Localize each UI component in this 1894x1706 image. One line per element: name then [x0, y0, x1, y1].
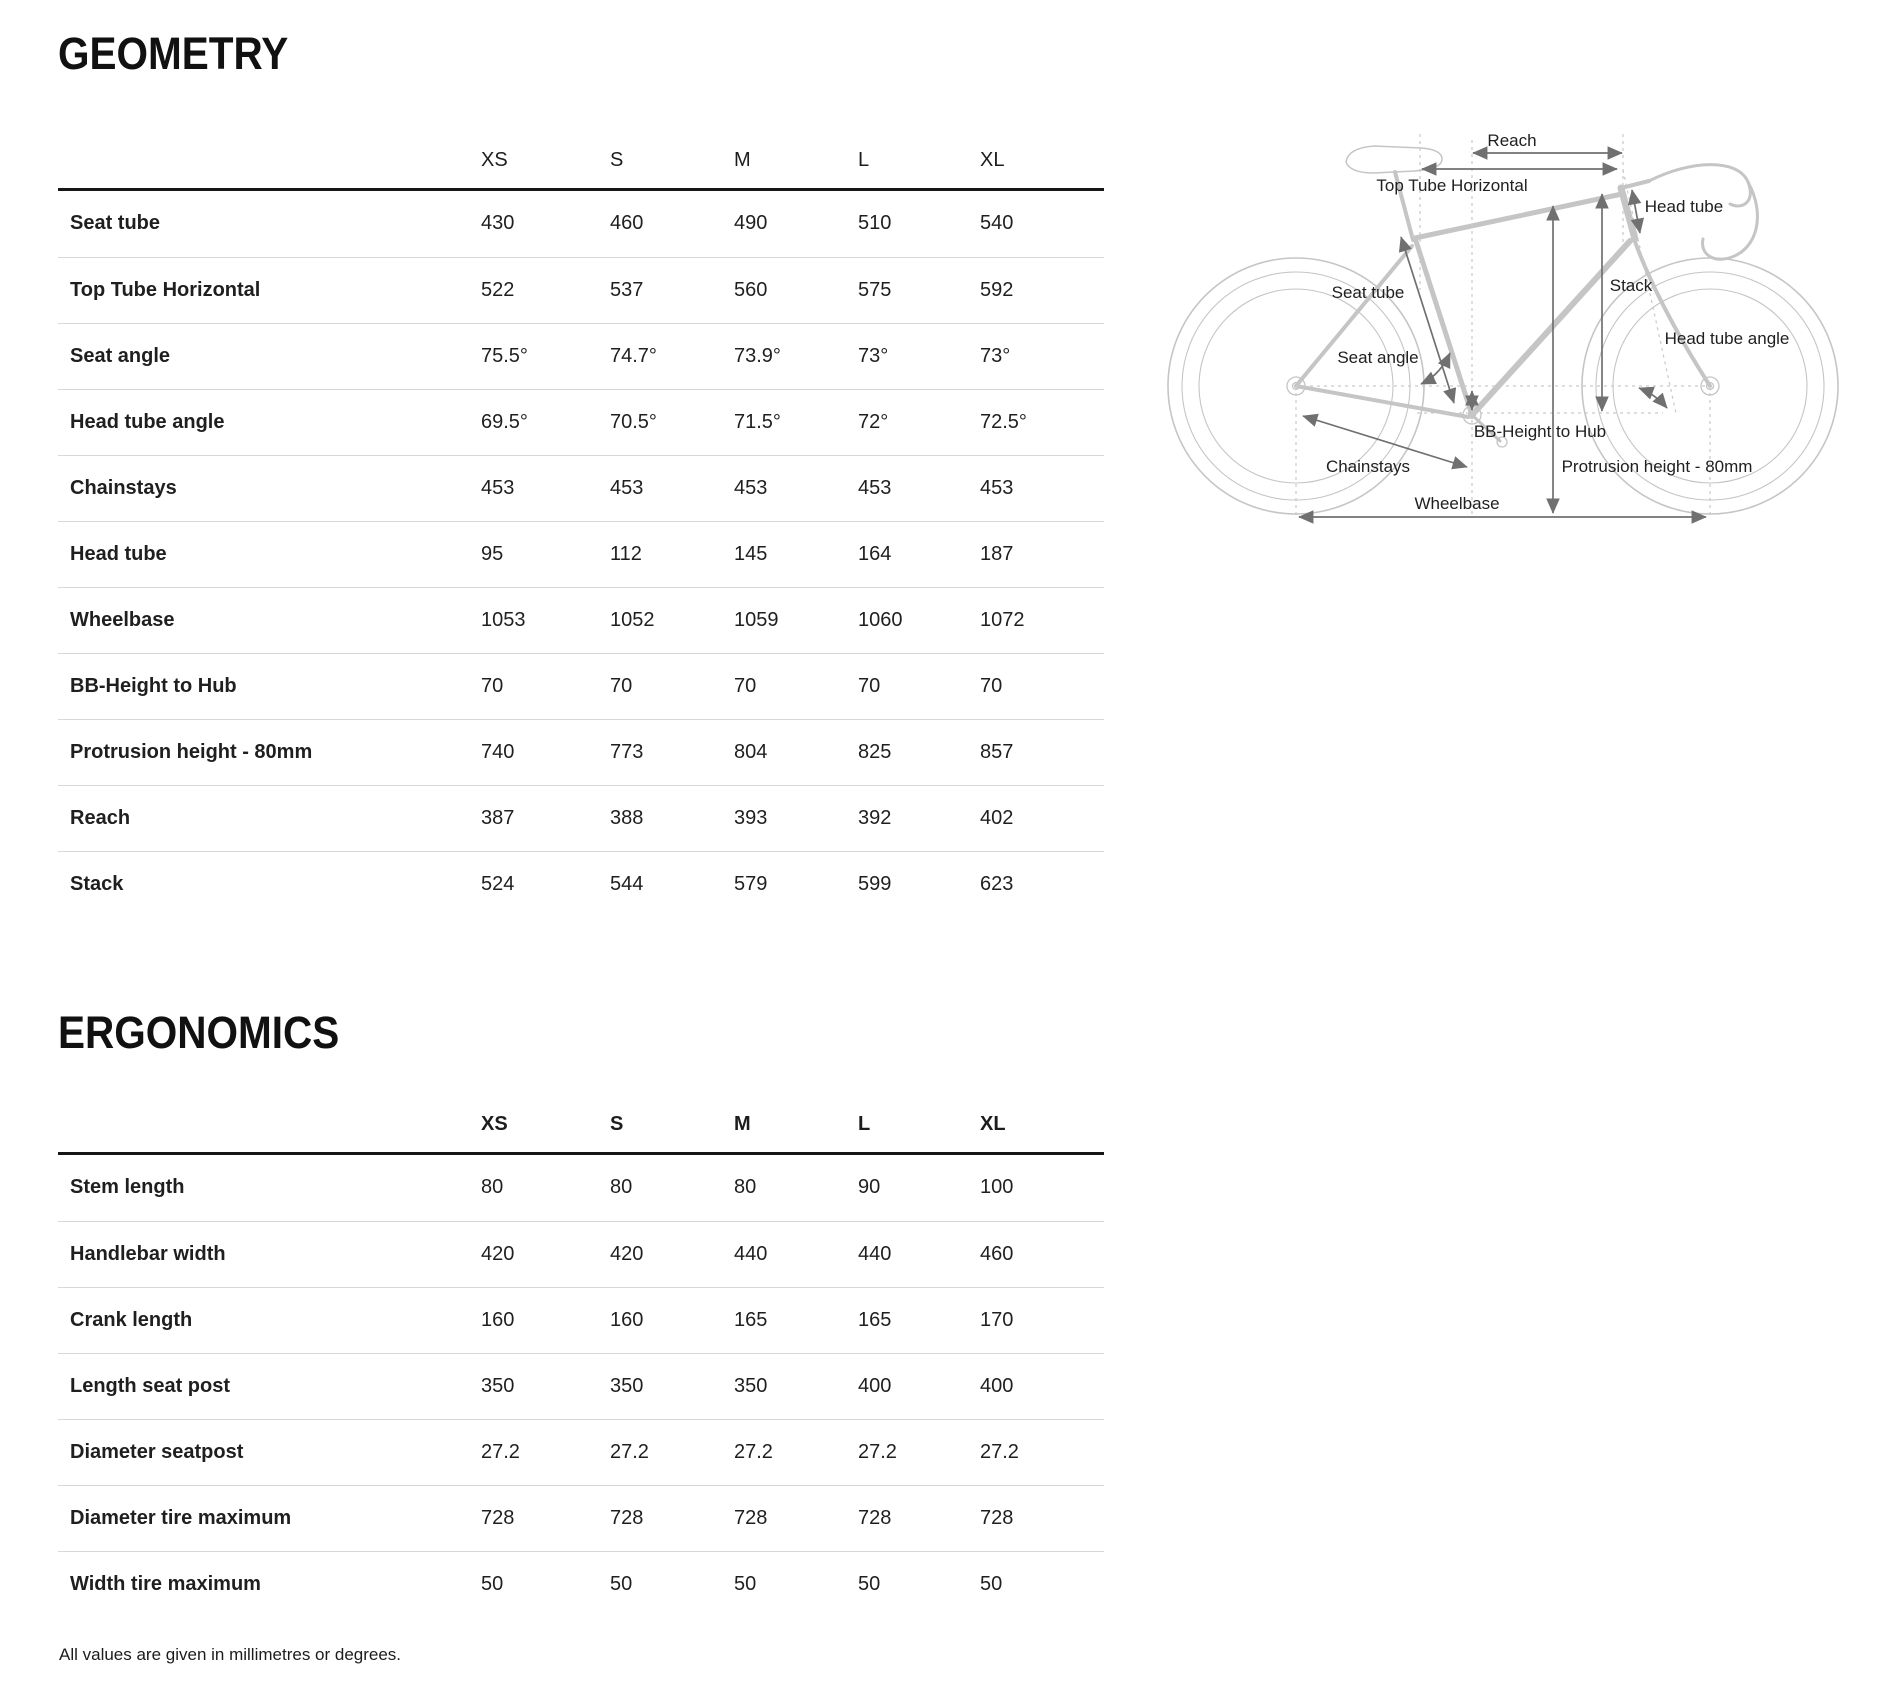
- cell-value: 73.9°: [734, 344, 781, 367]
- cell-value: 440: [734, 1242, 768, 1265]
- cell-value: 560: [734, 278, 768, 301]
- row-label: Crank length: [70, 1308, 193, 1331]
- cell-value: 70: [734, 674, 757, 697]
- cell-value: 187: [980, 542, 1014, 565]
- cell-value: 165: [858, 1308, 892, 1331]
- column-header: L: [858, 1112, 871, 1135]
- column-header: S: [610, 148, 624, 171]
- diagram-label-stack: Stack: [1609, 276, 1653, 295]
- cell-value: 95: [481, 542, 504, 565]
- cell-value: 27.2: [980, 1440, 1019, 1463]
- column-header: S: [610, 1112, 624, 1135]
- cell-value: 74.7°: [610, 344, 657, 367]
- row-label: Protrusion height - 80mm: [70, 740, 313, 763]
- table-row: [58, 323, 1104, 389]
- table-row: [58, 389, 1104, 455]
- ergonomics-section: [58, 1007, 1894, 1617]
- bike-geometry-diagram: [1150, 100, 1894, 600]
- cell-value: 728: [610, 1506, 644, 1529]
- cell-value: 70: [858, 674, 881, 697]
- cell-value: 400: [980, 1374, 1014, 1397]
- cell-value: 50: [481, 1572, 504, 1595]
- cell-value: 70.5°: [610, 410, 657, 433]
- cell-value: 579: [734, 872, 768, 895]
- diagram-label-top-tube: Top Tube Horizontal: [1376, 176, 1528, 195]
- column-header: XL: [980, 148, 1005, 171]
- cell-value: 392: [858, 806, 892, 829]
- row-label: Stack: [70, 872, 124, 895]
- cell-value: 728: [980, 1506, 1014, 1529]
- diagram-label-chainstays: Chainstays: [1325, 457, 1411, 476]
- cell-value: 71.5°: [734, 410, 781, 433]
- row-label: Length seat post: [70, 1374, 231, 1397]
- table-row: [58, 587, 1104, 653]
- diagram-label-wheelbase: Wheelbase: [1414, 494, 1500, 513]
- cell-value: 440: [858, 1242, 892, 1265]
- cell-value: 420: [610, 1242, 644, 1265]
- cell-value: 90: [858, 1176, 881, 1198]
- table-row: [58, 851, 1104, 917]
- cell-value: 453: [858, 476, 892, 499]
- table-row: [58, 719, 1104, 785]
- cell-value: 453: [610, 476, 644, 499]
- table-header-row: [58, 80, 1104, 191]
- cell-value: 1072: [980, 608, 1025, 631]
- cell-value: 27.2: [858, 1440, 897, 1463]
- cell-value: 160: [610, 1308, 644, 1331]
- cell-value: 402: [980, 806, 1014, 829]
- cell-value: 524: [481, 872, 515, 895]
- cell-value: 80: [481, 1176, 504, 1198]
- row-label: Wheelbase: [70, 608, 175, 631]
- column-header: XS: [481, 148, 508, 171]
- cell-value: 544: [610, 872, 644, 895]
- column-header: XL: [980, 1112, 1006, 1135]
- cell-value: 804: [734, 740, 768, 763]
- cell-value: 453: [481, 476, 515, 499]
- cell-value: 50: [980, 1572, 1003, 1595]
- cell-value: 350: [481, 1374, 515, 1397]
- cell-value: 387: [481, 806, 515, 829]
- cell-value: 70: [481, 674, 504, 697]
- cell-value: 50: [734, 1572, 757, 1595]
- diagram-label-reach: Reach: [1487, 131, 1537, 150]
- column-header: M: [734, 1112, 751, 1135]
- cell-value: 72°: [858, 410, 889, 433]
- cell-value: 728: [481, 1506, 515, 1529]
- cell-value: 165: [734, 1308, 768, 1331]
- cell-value: 453: [980, 476, 1014, 499]
- row-label: Seat tube: [70, 212, 161, 235]
- row-label: Chainstays: [70, 476, 177, 499]
- cell-value: 100: [980, 1176, 1014, 1198]
- cell-value: 592: [980, 278, 1014, 301]
- cell-value: 50: [610, 1572, 633, 1595]
- table-row: [58, 1221, 1104, 1287]
- cell-value: 430: [481, 212, 515, 235]
- cell-value: 522: [481, 278, 515, 301]
- geometry-table: [58, 80, 1104, 917]
- diagram-label-bb-height: BB-Height to Hub: [1473, 422, 1607, 441]
- row-label: Stem length: [70, 1176, 185, 1198]
- table-row: [58, 455, 1104, 521]
- cell-value: 164: [858, 542, 892, 565]
- cell-value: 1052: [610, 608, 655, 631]
- column-header: XS: [481, 1112, 508, 1135]
- cell-value: 1053: [481, 608, 526, 631]
- ergonomics-title: ERGONOMICS: [58, 1006, 340, 1058]
- cell-value: 160: [481, 1308, 515, 1331]
- cell-value: 1059: [734, 608, 779, 631]
- ergonomics-table: [58, 1059, 1104, 1617]
- table-row: [58, 191, 1104, 257]
- seat-tube-arrow: [1401, 237, 1454, 403]
- head-tube-angle-arc: [1639, 388, 1667, 408]
- row-label: Head tube: [70, 542, 167, 565]
- cell-value: 69.5°: [481, 410, 528, 433]
- table-row: [58, 785, 1104, 851]
- table-row: [58, 653, 1104, 719]
- row-label: Handlebar width: [70, 1242, 226, 1265]
- cell-value: 537: [610, 278, 644, 301]
- diagram-label-seat-angle: Seat angle: [1337, 348, 1419, 367]
- row-label: Seat angle: [70, 344, 171, 367]
- cell-value: 510: [858, 212, 892, 235]
- cell-value: 420: [481, 1242, 515, 1265]
- table-row: [58, 521, 1104, 587]
- cell-value: 623: [980, 872, 1014, 895]
- cell-value: 825: [858, 740, 892, 763]
- cell-value: 599: [858, 872, 892, 895]
- cell-value: 575: [858, 278, 892, 301]
- table-header-row: [58, 1059, 1104, 1155]
- table-row: [58, 257, 1104, 323]
- cell-value: 350: [610, 1374, 644, 1397]
- cell-value: 740: [481, 740, 515, 763]
- cell-value: 50: [858, 1572, 881, 1595]
- geometry-title: GEOMETRY: [58, 28, 289, 79]
- diagram-label-head-tube: Head tube: [1644, 197, 1724, 216]
- table-row: [58, 1551, 1104, 1617]
- cell-value: 1060: [858, 608, 903, 631]
- row-label: Head tube angle: [70, 410, 225, 433]
- units-footnote: All values are given in millimetres or degrees.: [59, 1644, 402, 1664]
- cell-value: 112: [610, 542, 642, 565]
- row-label: Width tire maximum: [70, 1572, 261, 1595]
- cell-value: 73°: [858, 344, 889, 367]
- cell-value: 393: [734, 806, 768, 829]
- cell-value: 27.2: [610, 1440, 649, 1463]
- table-row: [58, 1419, 1104, 1485]
- cell-value: 453: [734, 476, 768, 499]
- row-label: Top Tube Horizontal: [70, 278, 261, 301]
- cell-value: 70: [610, 674, 633, 697]
- cell-value: 27.2: [481, 1440, 520, 1463]
- cell-value: 145: [734, 542, 768, 565]
- cell-value: 400: [858, 1374, 892, 1397]
- cell-value: 70: [980, 674, 1003, 697]
- row-label: Diameter seatpost: [70, 1440, 244, 1463]
- cell-value: 350: [734, 1374, 768, 1397]
- cell-value: 80: [734, 1176, 757, 1198]
- cell-value: 490: [734, 212, 768, 235]
- cell-value: 73°: [980, 344, 1011, 367]
- diagram-label-protrusion: Protrusion height - 80mm: [1561, 457, 1753, 476]
- cell-value: 460: [980, 1242, 1014, 1265]
- cell-value: 773: [610, 740, 644, 763]
- cell-value: 72.5°: [980, 410, 1027, 433]
- header-spacer: [58, 172, 481, 188]
- table-row: [58, 1155, 1104, 1221]
- row-label: Diameter tire maximum: [70, 1506, 292, 1529]
- cell-value: 540: [980, 212, 1014, 235]
- column-header: M: [734, 148, 751, 171]
- diagram-label-head-tube-angle: Head tube angle: [1664, 329, 1790, 348]
- cell-value: 460: [610, 212, 644, 235]
- column-header: L: [858, 148, 870, 171]
- diagram-label-seat-tube: Seat tube: [1331, 283, 1405, 302]
- cell-value: 170: [980, 1308, 1014, 1331]
- row-label: Reach: [70, 806, 131, 829]
- table-row: [58, 1485, 1104, 1551]
- header-spacer: [58, 1136, 481, 1152]
- cell-value: 728: [858, 1506, 892, 1529]
- cell-value: 75.5°: [481, 344, 528, 367]
- table-row: [58, 1287, 1104, 1353]
- table-row: [58, 1353, 1104, 1419]
- cell-value: 388: [610, 806, 644, 829]
- cell-value: 27.2: [734, 1440, 773, 1463]
- row-label: BB-Height to Hub: [70, 674, 237, 697]
- cell-value: 728: [734, 1506, 768, 1529]
- cell-value: 857: [980, 740, 1014, 763]
- cell-value: 80: [610, 1176, 633, 1198]
